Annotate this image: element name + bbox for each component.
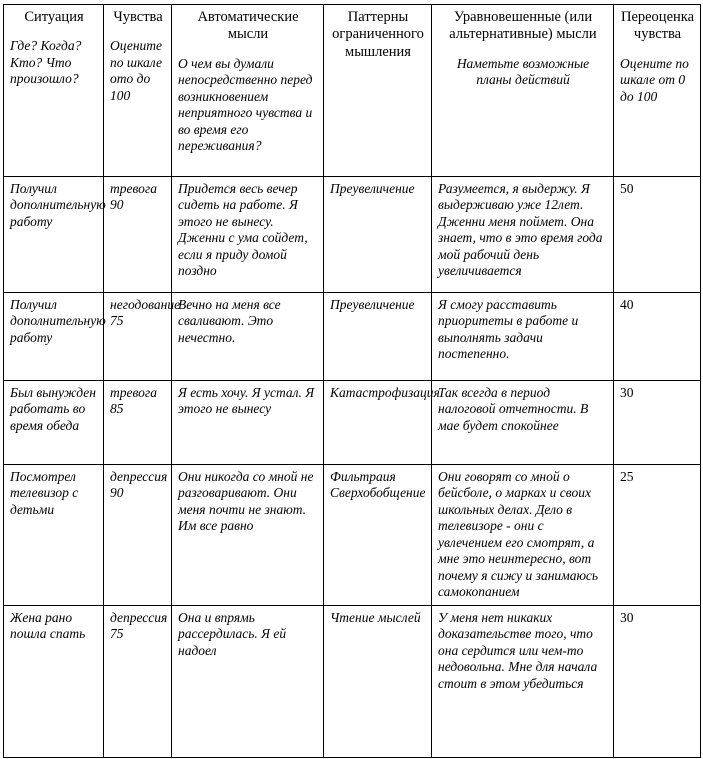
header-balanced-thoughts-subtitle: Наметьте возможные планы действий <box>456 55 590 88</box>
header-thinking-patterns-title: Паттерны ограниченного мышления <box>332 9 424 60</box>
cell-pattern: Преувеличение <box>324 177 432 293</box>
cell-balanced-thought: У меня нет никаких доказательстве того, что она сердится или чем-то недовольна. Мне для начала стоит в этом убедиться <box>432 605 614 757</box>
cell-reassessment: 30 <box>614 605 701 757</box>
table-row <box>4 293 701 381</box>
header-situation-subtitle: Где? Когда? Кто? Что произошло? <box>10 38 82 87</box>
cell-automatic-thought: Я есть хочу. Я устал. Я этого не вынесу <box>172 381 324 465</box>
cell-situation: Посмотрел телевизор с детьми <box>4 465 104 606</box>
table-row <box>4 381 701 465</box>
header-balanced-thoughts-title: Уравновешенные (или альтернативные) мысли <box>449 9 597 43</box>
header-automatic-thoughts-subtitle: О чем вы думали непосредственно перед возникновением неприятного чувства и во время его переживания? <box>178 55 313 154</box>
cell-automatic-thought: Вечно на меня все сваливают. Это нечестно. <box>172 293 324 381</box>
thought-record-table <box>3 4 701 758</box>
cell-situation: Получил дополнительную работу <box>4 177 104 293</box>
header-feelings-subtitle: Оцените по шкале ото до 100 <box>110 38 163 103</box>
cell-feeling: депрессия 90 <box>104 465 172 606</box>
header-situation-title: Ситуация <box>24 9 84 25</box>
cell-balanced-thought: Они говорят со мной о бейсболе, о марках и своих школьных делах. Дело в телевизоре - они с увлечением его смотрят, а мне это неинтересно, вот почему я сижу и занимаюсь самокопанием <box>432 465 614 606</box>
cell-reassessment: 30 <box>614 381 701 465</box>
header-automatic-thoughts <box>172 5 324 177</box>
header-situation <box>4 5 104 177</box>
table-row <box>4 605 701 757</box>
cell-balanced-thought: Так всегда в период налоговой отчетности. В мае будет спокойнее <box>432 381 614 465</box>
cell-situation: Получил дополнительную работу <box>4 293 104 381</box>
header-automatic-thoughts-title: Автоматические мысли <box>197 9 299 43</box>
cell-feeling: депрессия 75 <box>104 605 172 757</box>
cell-situation: Был вынужден работать во время обеда <box>4 381 104 465</box>
cell-pattern: Катастрофизация <box>324 381 432 465</box>
header-reassessment <box>614 5 701 177</box>
cell-pattern: Фильтраия Сверхобобщение <box>324 465 432 606</box>
cell-reassessment: 25 <box>614 465 701 606</box>
header-feelings <box>104 5 172 177</box>
table-row <box>4 465 701 606</box>
cell-automatic-thought: Они никогда со мной не разговаривают. Они меня почти не знают. Им все равно <box>172 465 324 606</box>
header-thinking-patterns <box>324 5 432 177</box>
cell-feeling: негодование 75 <box>104 293 172 381</box>
cell-feeling: тревога 90 <box>104 177 172 293</box>
cell-balanced-thought: Я смогу расставить приоритеты в работе и выполнять задачи постепенно. <box>432 293 614 381</box>
cell-situation: Жена рано пошла спать <box>4 605 104 757</box>
cell-balanced-thought: Разумеется, я выдержу. Я выдерживаю уже 12лет. Дженни меня поймет. Она знает, что в это время года мой рабочий день увеличивается <box>432 177 614 293</box>
cell-automatic-thought: Она и впрямь рассердилась. Я ей надоел <box>172 605 324 757</box>
cell-pattern: Чтение мыслей <box>324 605 432 757</box>
cell-automatic-thought: Придется весь вечер сидеть на работе. Я этого не вынесу. Дженни с ума сойдет, если я приду домой поздно <box>172 177 324 293</box>
header-balanced-thoughts <box>432 5 614 177</box>
table-header-row <box>4 5 701 177</box>
table-row <box>4 177 701 293</box>
cell-pattern: Преувеличение <box>324 293 432 381</box>
cell-reassessment: 40 <box>614 293 701 381</box>
cell-reassessment: 50 <box>614 177 701 293</box>
header-reassessment-title: Переоценка чувства <box>620 9 695 43</box>
header-reassessment-subtitle: Оцените по шкале от 0 до 100 <box>620 55 689 104</box>
header-feelings-title: Чувства <box>113 9 163 25</box>
cell-feeling: тревога 85 <box>104 381 172 465</box>
